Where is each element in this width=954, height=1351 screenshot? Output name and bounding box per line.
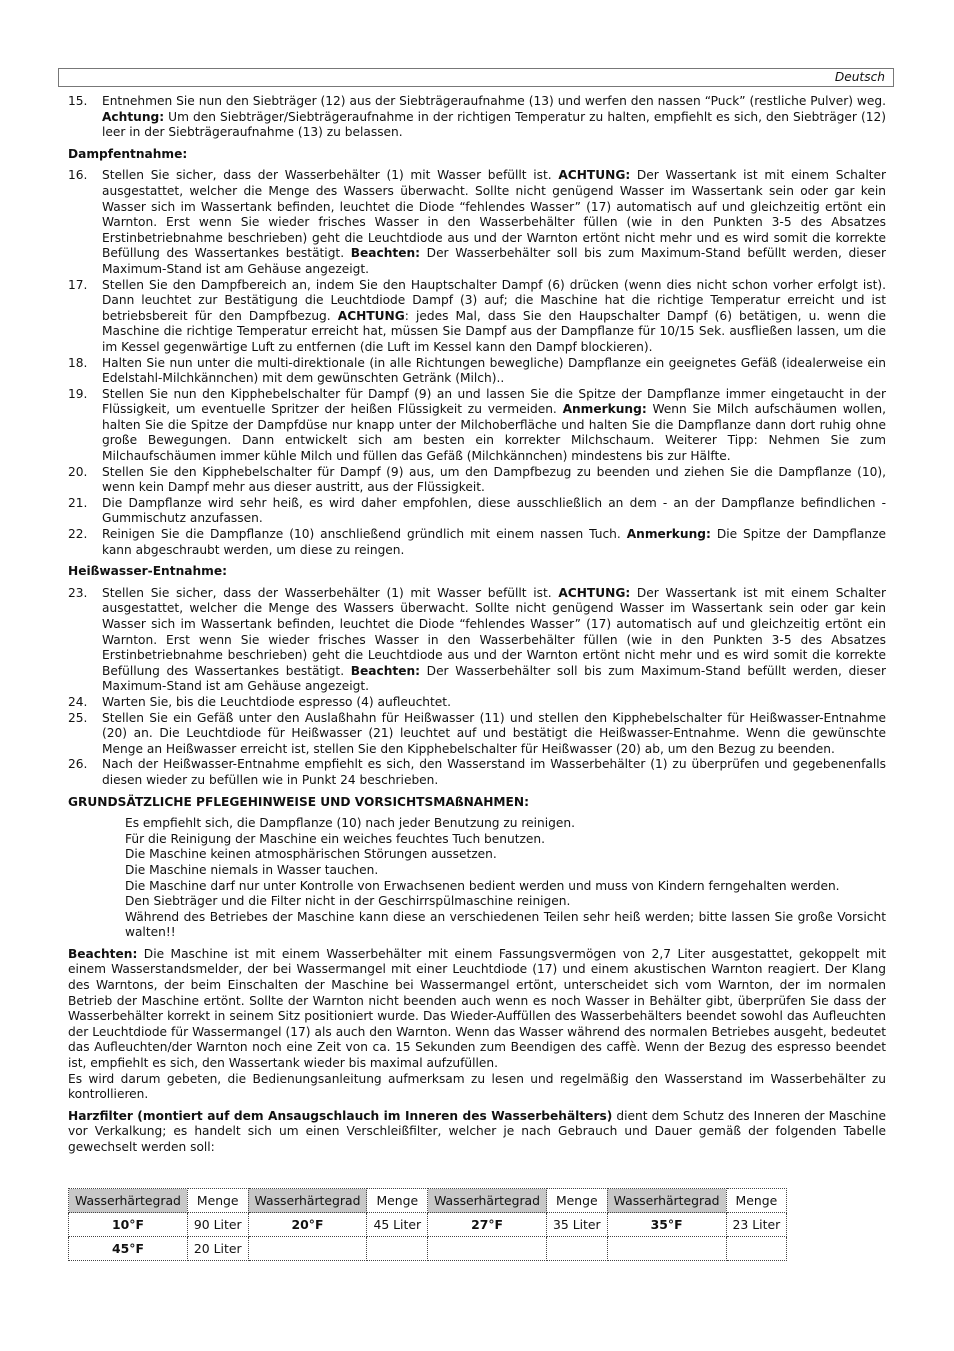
table-header-cell: Wasserhärtegrad xyxy=(428,1189,547,1213)
instruction-list-steam xyxy=(68,168,886,558)
item-text xyxy=(102,695,886,711)
text-run: Der Wassertank ist mit einem Schalter ausgestattet, welcher die Menge des Wassers überwacht. Sollte nicht genügend Wasser im Wassertank sein oder gar kein Wasser sich im Wassertank befinden, leuchtet die Diode “fehlendes Wasser” (17) automatisch auf und gleichzeitig ertönt ein Warnton. Erst wenn Sie wieder frisches Wasser in den Wasserbehälter füllen (wie in den Punkten 3-5 des Absatzes Erstinbetriebnahme beschrieben) geht die Leuchtdiode aus und der Warnton ertönt nicht mehr und es wird somit die korrekte Befüllung des Wassertankes bestätigt. xyxy=(102,585,887,678)
bold-label: Harzfilter (montiert auf dem Ansaugschlauch im Inneren des Wasserbehälters) xyxy=(68,1108,613,1123)
table-cell: 45°F xyxy=(69,1237,188,1261)
text-run: Stellen Sie sicher, dass der Wasserbehälter (1) mit Wasser befüllt ist. xyxy=(102,585,559,600)
table-header-row xyxy=(69,1189,787,1213)
care-item: Während des Betriebes der Maschine kann diese an verschiedenen Teilen sehr heiß werden; bitte lassen Sie große Vorsicht walten!! xyxy=(125,909,886,940)
table-cell xyxy=(428,1237,547,1261)
care-list xyxy=(125,816,886,941)
table-cell: 20°F xyxy=(248,1213,367,1237)
language-label: Deutsch xyxy=(834,70,885,84)
list-item xyxy=(68,695,886,711)
item-number: 20. xyxy=(68,464,88,479)
water-hardness-table xyxy=(68,1188,787,1261)
bold-label: ACHTUNG: xyxy=(558,585,631,600)
table-cell: 35 Liter xyxy=(547,1213,608,1237)
text-run: Die Spitze der Dampflanze kann abgeschraubt werden, um diese zu reingen. xyxy=(102,527,886,557)
list-item xyxy=(68,94,886,141)
heading-care: GRUNDSÄTZLICHE PFLEGEHINWEISE UND VORSICHTSMAßNAHMEN: xyxy=(68,794,529,809)
note-paragraph xyxy=(68,947,886,1072)
page-header xyxy=(58,68,894,87)
table-header-cell: Wasserhärtegrad xyxy=(248,1189,367,1213)
text-run: Stellen Sie den Kipphebelschalter für Dampf (9) aus, um den Dampfbezug zu beenden und ziehen Sie die Dampflanze (10), wenn kein Dampf mehr aus dieser austritt, aus der Flüssigkeit. xyxy=(102,464,886,495)
text-run: Der Wasserbehälter soll bis zum Maximum-Stand befüllt werden, dieser Maximum-Stand ist am Gehäuse angezeigt. xyxy=(102,246,886,276)
text-run: : jedes Mal, dass Sie den Haupschalter Dampf (6) betätigen, u. wenn die Maschine die richtige Temperatur erreicht hat, müssen Sie Dampf aus der Dampflanze für 10/15 Sek. ausfließen lassen, um die im Kessel gegenwärtige Luft zu entfernen (die Luft im Kessel kann den Dampf blockieren). xyxy=(102,308,886,354)
note-paragraph-2: Es wird darum gebeten, die Bedienungsanleitung aufmerksam zu lesen und regelmäßig den Wasserstand im Wasserbehälter zu kontrollieren. xyxy=(68,1071,886,1102)
item-text xyxy=(102,586,886,695)
table-row xyxy=(69,1213,787,1237)
item-number: 15. xyxy=(68,94,88,108)
list-item xyxy=(68,711,886,758)
item-number: 16. xyxy=(68,168,88,183)
list-item xyxy=(68,387,886,465)
text-run: Entnehmen Sie nun den Siebträger (12) aus der Siebträgeraufnahme (13) und werfen den nassen “Puck” (restliche Pulver) weg. xyxy=(102,94,886,108)
list-item xyxy=(68,586,886,695)
table-cell: 45 Liter xyxy=(367,1213,428,1237)
item-number: 22. xyxy=(68,527,88,542)
care-item: Es empfiehlt sich, die Dampflanze (10) nach jeder Benutzung zu reinigen. xyxy=(125,816,575,831)
table-cell: 27°F xyxy=(428,1213,547,1237)
bold-label: Anmerkung: xyxy=(626,527,711,542)
list-item xyxy=(68,356,886,387)
table-header-cell: Menge xyxy=(367,1189,428,1213)
instruction-list-a xyxy=(68,94,886,141)
table-cell: 90 Liter xyxy=(187,1213,248,1237)
heading-steam: Dampfentnahme: xyxy=(68,146,188,161)
item-text xyxy=(102,387,886,465)
list-item xyxy=(68,496,886,527)
text-run: Stellen Sie nun den Kipphebelschalter für Dampf (9) an und lassen Sie die Spitze der Dampflanze immer eingetaucht in der Flüssigkeit, um eventuelle Spritzer der heißen Flüssigkeit zu vermeiden. xyxy=(102,386,886,417)
item-text xyxy=(102,527,886,558)
table-header-cell: Menge xyxy=(187,1189,248,1213)
item-text xyxy=(102,711,886,758)
table-cell: 35°F xyxy=(607,1213,726,1237)
table-header-cell: Menge xyxy=(726,1189,787,1213)
text-run: Der Wassertank ist mit einem Schalter ausgestattet, welcher die Menge des Wassers überwacht. Sollte nicht genügend Wasser im Wassertank sein oder gar kein Wasser sich im Wassertank befinden, leuchtet die Diode “fehlendes Wasser” (17) automatisch auf und gleichzeitig ertönt ein Warnton. Erst wenn Sie wieder frisches Wasser in den Wasserbehälter füllen (wie in den Punkten 3-5 des Absatzes Erstinbetriebnahme beschrieben) geht die Leuchtdiode aus und der Warnton ertönt nicht mehr und es wird somit die korrekte Befüllung des Wassertankes bestätigt. xyxy=(102,168,887,261)
item-number: 21. xyxy=(68,495,88,510)
table-cell xyxy=(248,1237,367,1261)
text-run: dient dem Schutz des Inneren der Maschine vor Verkalkung; es handelt sich um einen Verschleißfilter, welcher je nach Gebrauch und Dauer gemäß der folgenden Tabelle gewechselt werden soll: xyxy=(68,1108,886,1154)
item-text xyxy=(102,757,886,788)
text-run: Nach der Heißwasser-Entnahme empfiehlt es sich, den Wasserstand im Wasserbehälter (1) zu überprüfen und gegebenenfalls diesen wieder zu befüllen wie in Punkt 24 beschrieben. xyxy=(102,757,886,787)
list-item xyxy=(68,278,886,356)
item-number: 26. xyxy=(68,757,88,772)
care-item: Die Maschine darf nur unter Kontrolle von Erwachsenen bedient werden und muss von Kindern ferngehalten werden. xyxy=(125,878,840,893)
text-run: Um den Siebträger/Siebträgeraufnahme in der richtigen Temperatur zu halten, empfiehlt es sich, den Siebträger (12) leer in der Siebträgeraufnahme (13) zu belassen. xyxy=(102,109,886,140)
item-number: 24. xyxy=(68,694,88,709)
list-item xyxy=(68,527,886,558)
text-run: Die Maschine ist mit einem Wasserbehälter mit einem Fassungsvermögen von 2,7 Liter ausgestattet, gekoppelt mit einem Wasserstandsmelder, der bei Wassermangel mit einer Leuchtdiode (17) und einem akustischen Warnton reagiert. Der Klang des Warntons, der beim Einschalten der Maschine bei Wassermangel ertönt, unterscheidet sich vom Warnton, der im normalen Betrieb der Maschine ertönt. Sollte der Warnton nicht beenden auch wenn es noch Wasser in Behälter gibt, überprüfen Sie dass der Wasserbehälter korrekt in seinem Sitz positioniert wurde. Das Wieder-Auffüllen des Wasserbehälters beendet sowohl das Aufleuchten der Leuchtdiode für Wassermangel (17) als auch den Warnton. Wenn das Wasser während des normalen Betriebes ausgeht, bedeutet das Aufleuchten/der Warnton noch eine Zeit von ca. 15 Sekunden zum Beendigen des caffè. Wenn der Bezug des espresso beendet ist, empfiehlt es sich, den Wassertank wieder bis maximal aufzufüllen. xyxy=(68,946,886,1071)
bold-label: ACHTUNG xyxy=(337,308,405,323)
table-cell xyxy=(726,1237,787,1261)
table-cell xyxy=(547,1237,608,1261)
item-text xyxy=(102,94,886,141)
item-number: 18. xyxy=(68,355,88,370)
care-item: Die Maschine niemals in Wasser tauchen. xyxy=(125,862,379,877)
text-run: Die Dampflanze wird sehr heiß, es wird daher empfohlen, diese ausschließlich an dem - an der Dampflanze befindlichen - Gummischutz anzufassen. xyxy=(102,495,886,526)
list-item xyxy=(68,465,886,496)
table-header-cell: Wasserhärtegrad xyxy=(607,1189,726,1213)
text-run: Wenn Sie Milch aufschäumen wollen, halten Sie die Spitze der Dampfdüse nur knapp unter der Milchoberfläche und halten Sie die Dampflanze dann dort ruhig ohne große Bewegungen. Dann entwickelt sich am besten ein korrekter Milchschaum. Weiterer Tipp: Nehmen Sie zum Milchaufschäumen immer kühle Milch und füllen das Gefäß (Milchkännchen) mindestens bis zur Hälfte. xyxy=(102,402,886,464)
table-header-cell: Wasserhärtegrad xyxy=(69,1189,188,1213)
item-text xyxy=(102,465,886,496)
text-run: Der Wasserbehälter soll bis zum Maximum-Stand befüllt werden, dieser Maximum-Stand ist am Gehäuse angezeigt. xyxy=(102,663,886,694)
item-number: 19. xyxy=(68,386,88,401)
bold-label: Beachten: xyxy=(350,663,421,678)
bold-label: Achtung: xyxy=(102,109,165,124)
table-cell xyxy=(367,1237,428,1261)
table-cell: 10°F xyxy=(69,1213,188,1237)
item-number: 23. xyxy=(68,585,88,600)
text-run: Halten Sie nun unter die multi-direktionale (in alle Richtungen bewegliche) Dampflanze ein geeignetes Gefäß (idealerweise ein Edelstahl-Milchkännchen) mit dem gewünschten Getränk (Milch).. xyxy=(102,355,886,386)
text-run: Warten Sie, bis die Leuchtdiode espresso (4) aufleuchtet. xyxy=(102,694,451,709)
item-number: 17. xyxy=(68,277,88,292)
item-text xyxy=(102,496,886,527)
care-item: Für die Reinigung der Maschine ein weiches feuchtes Tuch benutzen. xyxy=(125,831,546,846)
instruction-list-hot-water xyxy=(68,586,886,789)
text-run: Stellen Sie ein Gefäß unter den Auslaßhahn für Heißwasser (11) und stellen den Kipphebelschalter für Heißwasser-Entnahme (20) an. Die Leuchtdiode für Heißwasser (21) leuchtet auf und bestätigt die Heißwasser-Entnahme. Wenn die gewünschte Menge an Heißwasser erreicht ist, stellen Sie den Kipphebelschalter für Heißwasser (20) ab, um den Bezug zu beenden. xyxy=(102,710,886,756)
item-text xyxy=(102,356,886,387)
item-text xyxy=(102,168,886,277)
care-item: Die Maschine keinen atmosphärischen Störungen aussetzen. xyxy=(125,847,497,862)
table-cell: 23 Liter xyxy=(726,1213,787,1237)
text-run: Stellen Sie sicher, dass der Wasserbehälter (1) mit Wasser befüllt ist. xyxy=(102,168,559,183)
text-run: Reinigen Sie die Dampflanze (10) anschließend gründlich mit einem nassen Tuch. xyxy=(102,527,627,542)
bold-label: Beachten: xyxy=(68,946,138,961)
list-item xyxy=(68,168,886,277)
heading-hot-water: Heißwasser-Entnahme: xyxy=(68,564,227,579)
bold-label: ACHTUNG: xyxy=(558,168,631,183)
text-run: Stellen Sie den Dampfbereich an, indem Sie den Hauptschalter Dampf (6) drücken (wenn dies nicht schon vorher erfolgt ist). Dann leuchtet zur Bestätigung die Leuchtdiode Dampf (3) auf; die Maschine hat die richtige Temperatur erreicht und ist betriebsbereit für den Dampfbezug. xyxy=(102,277,886,323)
filter-paragraph xyxy=(68,1109,886,1156)
table-row xyxy=(69,1237,787,1261)
table-cell xyxy=(607,1237,726,1261)
bold-label: Beachten: xyxy=(350,246,421,261)
bold-label: Anmerkung: xyxy=(562,402,647,417)
item-text xyxy=(102,278,886,356)
care-item: Den Siebträger und die Filter nicht in der Geschirrspülmaschine reinigen. xyxy=(125,894,571,909)
page-content xyxy=(68,94,886,1156)
table-cell: 20 Liter xyxy=(187,1237,248,1261)
list-item xyxy=(68,757,886,788)
item-number: 25. xyxy=(68,710,88,725)
table-header-cell: Menge xyxy=(547,1189,608,1213)
